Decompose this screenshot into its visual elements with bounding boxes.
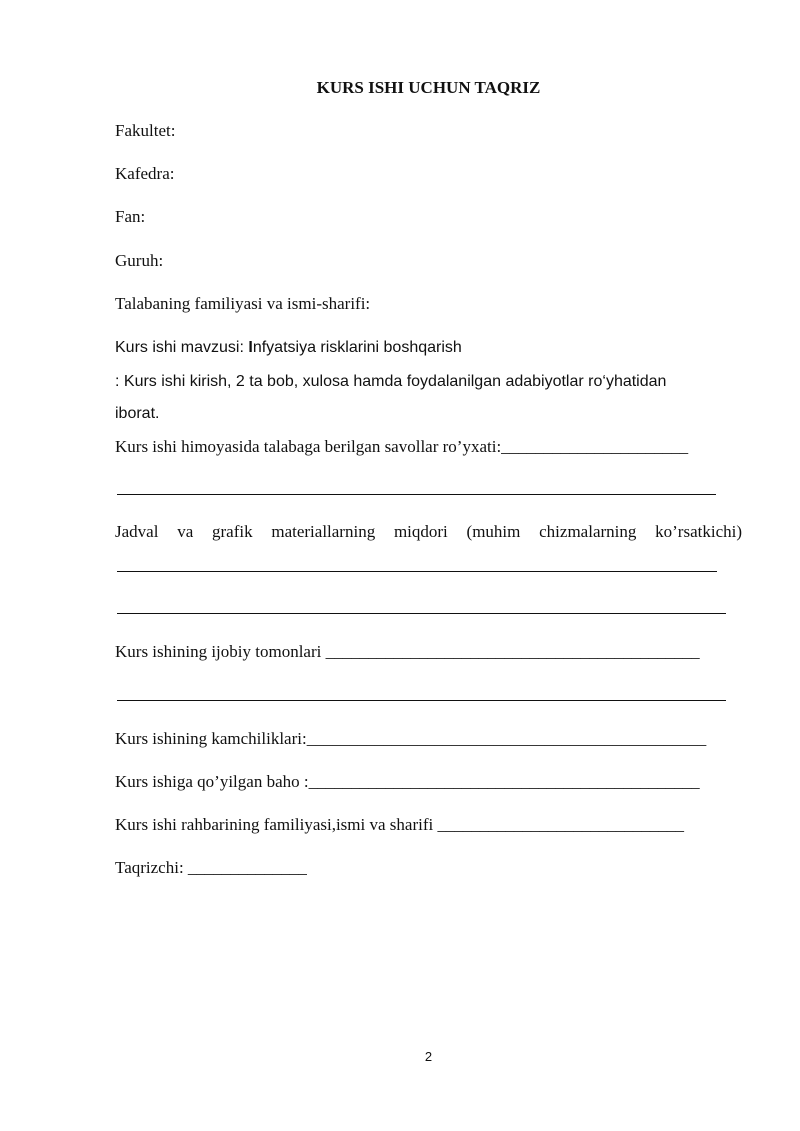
blank-rule <box>117 494 716 495</box>
topic-label: Kurs ishi mavzusi: <box>115 339 249 356</box>
field-kafedra: Kafedra: <box>115 164 175 183</box>
topic-first-letter: I <box>248 339 253 356</box>
document-title: KURS ISHI UCHUN TAQRIZ <box>316 78 541 97</box>
blank-rule <box>117 613 726 614</box>
blank-rule <box>117 700 726 701</box>
questions-line: Kurs ishi himoyasida talabaga berilgan savollar ro’yxati:______________________ <box>115 437 689 456</box>
reviewer-line: Taqrizchi: ______________ <box>115 858 307 877</box>
shortcomings-line: Kurs ishining kamchiliklari:_______________________________________________ <box>115 729 707 748</box>
structure-line-1: : Kurs ishi kirish, 2 ta bob, xulosa hamda foydalanilgan adabiyotlar ro‘yhatidan <box>115 373 667 390</box>
supervisor-line: Kurs ishi rahbarining familiyasi,ismi va sharifi _____________________________ <box>115 815 684 834</box>
tables-line: Jadval va grafik materiallarning miqdori (muhim chizmalarning ko’rsatkichi) <box>115 522 742 541</box>
structure-line-2: iborat. <box>115 405 160 422</box>
topic-text: nfyatsiya risklarini boshqarish <box>252 339 462 356</box>
positive-line: Kurs ishining ijobiy tomonlari ____________________________________________ <box>115 642 700 661</box>
field-fan: Fan: <box>115 207 146 226</box>
field-fakultet: Fakultet: <box>115 121 176 140</box>
topic-line <box>115 338 462 358</box>
blank-rule <box>117 571 717 572</box>
field-guruh: Guruh: <box>115 251 164 270</box>
page-number: 2 <box>424 1049 433 1064</box>
grade-line: Kurs ishiga qo’yilgan baho :______________________________________________ <box>115 772 700 791</box>
field-talaba: Talabaning familiyasi va ismi-sharifi: <box>115 294 371 313</box>
